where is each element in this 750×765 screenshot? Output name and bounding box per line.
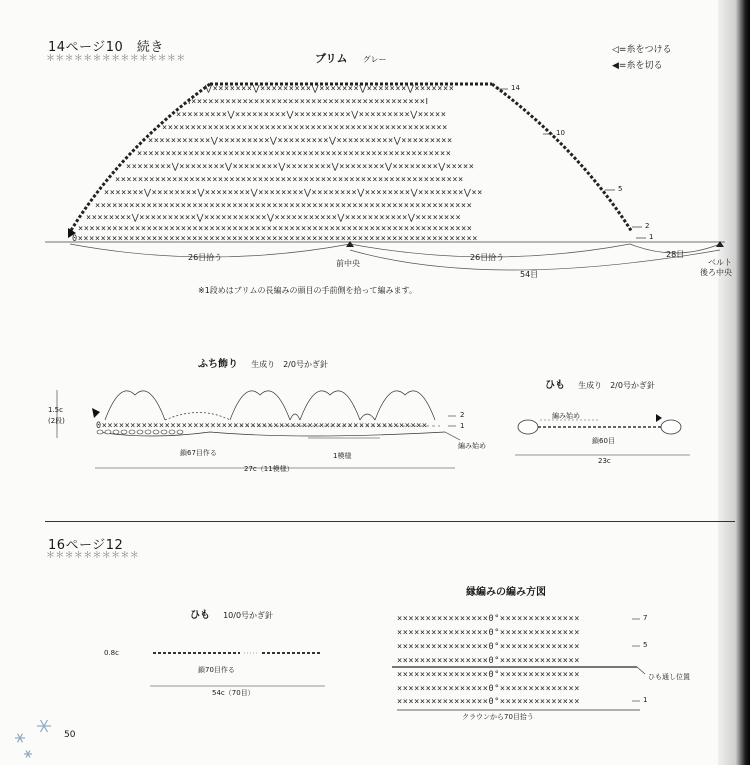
border-row-3: ××××××××××××××××0°×××××××××××××× <box>397 670 580 680</box>
cord1-start: 編み始め <box>552 412 580 420</box>
edging-yarn: 生成り 2/0号かぎ針 <box>251 360 328 369</box>
cord2-height: 0.8c <box>104 649 119 657</box>
cord2-width: 54c（70目） <box>212 689 255 697</box>
brim-row-8: ××××××××⋁××××××××⋁××××××××⋁××××××××⋁××××××××⋁××××××××⋁××××× <box>126 162 475 172</box>
brim-name: ブリム <box>315 52 348 65</box>
section-title-2: 16ページ12 <box>48 538 124 553</box>
brim-row-label-2: 2 <box>645 222 650 230</box>
brim-row-label-10: 10 <box>556 129 565 137</box>
cord1-width: 23c <box>598 457 611 465</box>
brim-total-54: 54目 <box>520 270 539 279</box>
edging-repeat: 1模様 <box>333 452 352 460</box>
border-row-5: ××××××××××××××××0°×××××××××××××× <box>397 642 580 652</box>
brim-note: ※1段めはブリムの長編みの頭目の手前側を拾って編みます。 <box>198 286 417 295</box>
brim-row-7: ××××××××××××××××××××××××××××××××××××××××××××××××××××××××××××× <box>115 175 464 185</box>
brim-row-5: ×××××××××××××××××××××××××××××××××××××××××××××××××××××××××××××××××× <box>95 201 473 211</box>
cord1-title: ひも <box>545 380 565 391</box>
edging-row-1: 0××××××××××××××××××××××××××××××××××××××××××××××××××××××××× <box>96 421 428 431</box>
brim-row-label-5: 5 <box>618 185 623 193</box>
brim-right-28: 28目 <box>666 250 685 259</box>
cord2-chain: 鎖70目作る <box>198 666 235 674</box>
brim-row-4: ××××××××⋁××××××××××⋁×××××××××××⋁×××××××××××⋁×××××××××××⋁×××××××× <box>86 213 462 223</box>
brim-row-11: ×××××××××××××××××××××××××××××××××××××××××××××××××× <box>162 123 448 133</box>
brim-row-14: ⋁×××××××⋁×××××××××⋁×××××××⋁×××××××⋁××××××× <box>205 84 455 94</box>
brim-row-13: Ⅰ×××××××××××××××××××××××××××××××××××××××××Ⅰ <box>188 97 429 107</box>
edging-row-label-2: 2 <box>460 411 465 419</box>
brim-color: グレー <box>362 55 387 64</box>
edging-start: 編み始め <box>458 442 486 450</box>
filled-triangle-icon: ◀ <box>612 61 619 71</box>
brim-front-center: 前中央 <box>336 259 360 268</box>
open-triangle-icon: ◁ <box>612 45 619 55</box>
border-row-label-1: 1 <box>643 696 648 704</box>
edging-height-top: 1.5c <box>48 406 63 414</box>
cord2-title: ひも <box>190 610 210 621</box>
border-row-4: ××××××××××××××××0°×××××××××××××× <box>397 656 580 666</box>
legend-attach: ◁=糸をつける <box>612 45 672 55</box>
edging-width: 27c（11模様） <box>244 465 294 473</box>
cord2-yarn: 10/0号かぎ針 <box>223 611 274 620</box>
edging-row-label-1: 1 <box>460 422 465 430</box>
brim-row-label-14: 14 <box>511 84 520 92</box>
legend-cut: ◀=糸を切る <box>612 61 663 71</box>
section-title-1: 14ページ10 続き <box>48 40 164 55</box>
brim-right-26: 26目拾う <box>470 253 505 262</box>
brim-row-9: ××××××××××××××××××××××××××××××××××××××××××××××××××××××× <box>137 149 452 159</box>
section-stars-1: ＊＊＊＊＊＊＊＊＊＊＊＊＊＊＊ <box>46 54 186 64</box>
brim-left-26: 26目拾う <box>188 253 223 262</box>
border-row-7: ××××××××××××××××0°×××××××××××××× <box>397 614 580 624</box>
border-row-label-5: 5 <box>643 641 648 649</box>
border-row-1: ××××××××××××××××0°×××××××××××××× <box>397 697 580 707</box>
cord1-yarn: 生成り 2/0号かぎ針 <box>578 381 655 390</box>
brim-row-label-1: 1 <box>649 233 654 241</box>
brim-belt: ベルト <box>708 258 732 267</box>
brim-row-10: ×××××××××××⋁×××××××××⋁×××××××××⋁××××××××××⋁××××××××× <box>148 136 453 146</box>
brim-row-3: ××××××××××××××××××××××××××××××××××××××××××××××××××××××××××××××××××××× <box>78 224 473 234</box>
edging-title: ふち飾り <box>198 359 238 370</box>
cord1-chain: 鎖60目 <box>592 437 615 445</box>
edging-height-bottom: (2段) <box>48 417 65 425</box>
section-stars-2: ＊＊＊＊＊＊＊＊＊＊ <box>46 551 140 561</box>
page-number: 50 <box>64 730 76 740</box>
brim-row-6: ×××××××⋁××××××××⋁××××××××⋁××××××××⋁××××××××⋁××××××××⋁××××××××⋁×× <box>104 188 483 198</box>
border-cord-position: ひも通し位置 <box>648 673 690 681</box>
edging-chain: 鎖67目作る <box>180 449 217 457</box>
border-row-label-7: 7 <box>643 614 648 622</box>
border-pickup: クラウンから70目拾う <box>462 713 534 721</box>
brim-back-center: 後ろ中央 <box>700 268 732 277</box>
border-row-6: ××××××××××××××××0°×××××××××××××× <box>397 628 580 638</box>
brim-row-1: 0×××××××××××××××××××××××××××××××××××××××××××××××××××××××××××××××××××××× <box>72 234 478 244</box>
brim-row-12: ×××××××××⋁×××××××××⋁××××××××××⋁×××××××××⋁××××× <box>176 110 447 120</box>
border-title: 縁編みの編み方図 <box>466 587 546 598</box>
border-row-2: ××××××××××××××××0°×××××××××××××× <box>397 684 580 694</box>
